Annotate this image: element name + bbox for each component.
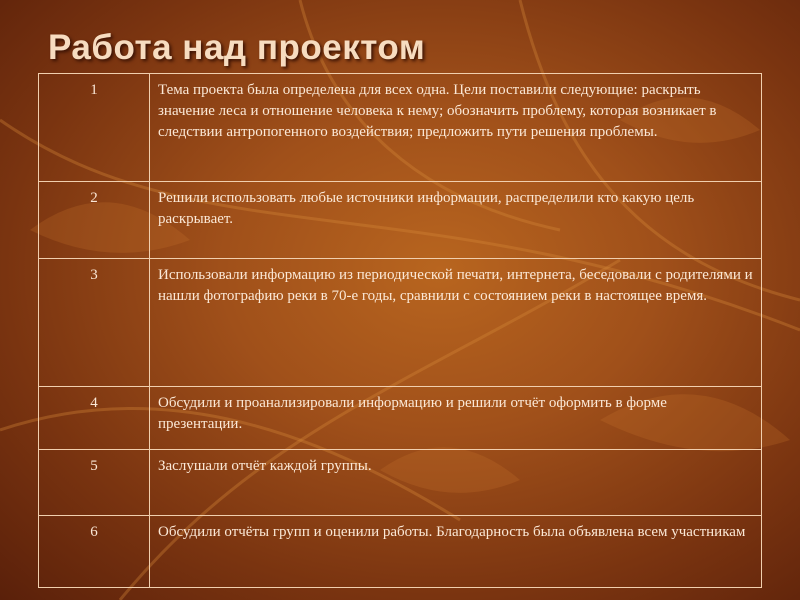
step-number: 5 [39, 450, 150, 516]
step-description: Тема проекта была определена для всех одна. Цели поставили следующие: раскрыть значение леса и отношение человека к нему; обозначить проблему, которая возникает в следствии антропогенного воздействия; предложить пути решения проблемы. [150, 74, 762, 182]
table-row [39, 516, 762, 588]
slide-title: Работа над проектом [48, 28, 426, 67]
project-steps-table [38, 73, 762, 588]
step-description: Решили использовать любые источники информации, распределили кто какую цель раскрывает. [150, 182, 762, 259]
table-row [39, 182, 762, 259]
step-number: 4 [39, 387, 150, 450]
step-description: Использовали информацию из периодической печати, интернета, беседовали с родителями и нашли фотографию реки в 70-е годы, сравнили с состоянием реки в настоящее время. [150, 259, 762, 387]
table-row [39, 387, 762, 450]
table-row [39, 259, 762, 387]
table-row [39, 74, 762, 182]
step-description: Заслушали отчёт каждой группы. [150, 450, 762, 516]
step-description: Обсудили и проанализировали информацию и решили отчёт оформить в форме презентации. [150, 387, 762, 450]
table-row [39, 450, 762, 516]
step-number: 2 [39, 182, 150, 259]
step-number: 1 [39, 74, 150, 182]
step-number: 6 [39, 516, 150, 588]
step-description: Обсудили отчёты групп и оценили работы. Благодарность была объявлена всем участникам [150, 516, 762, 588]
step-number: 3 [39, 259, 150, 387]
